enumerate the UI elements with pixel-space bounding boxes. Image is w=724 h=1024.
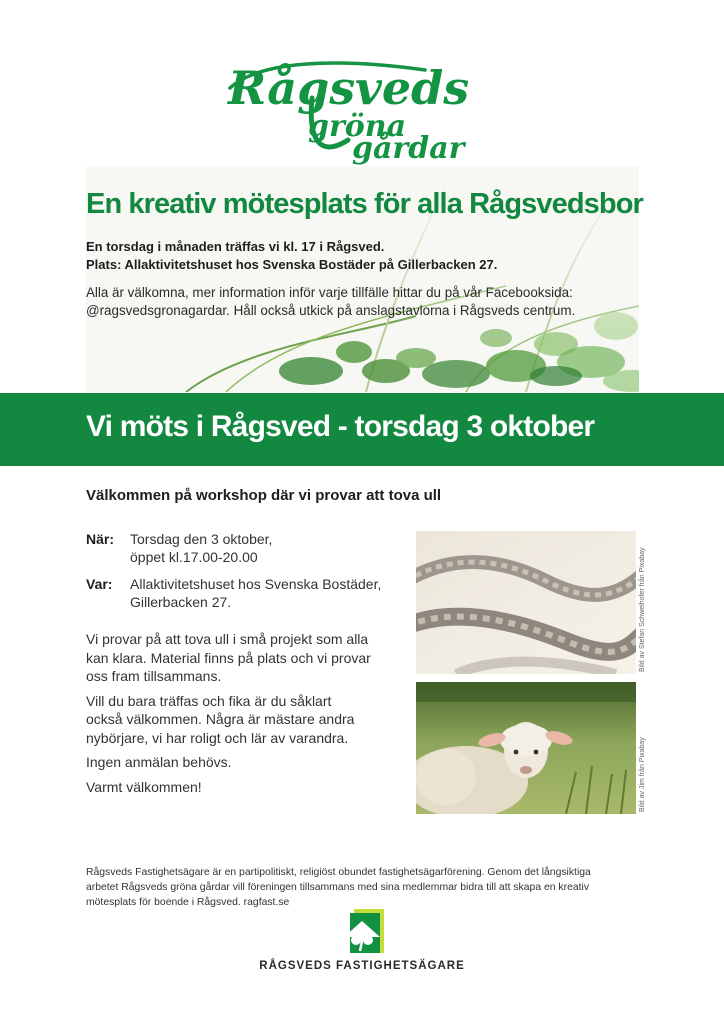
sheep-photo-credit: Bild av Jim från Pixabay	[639, 737, 646, 812]
intro-text-line: Alla är välkomna, mer information inför varje tillfälle hittar du på vår Facebooksida:	[86, 285, 573, 300]
footer-text	[86, 865, 646, 910]
intro-text-line: @ragsvedsgronagardar. Håll också utkick på anslagstavlorna i Rågsveds centrum.	[86, 303, 576, 318]
wool-photo	[416, 531, 636, 674]
paragraph-line: nybörjare, vi har roligt och lär av varandra.	[86, 729, 349, 746]
intro-bold-text	[86, 238, 646, 274]
when-label: När:	[86, 531, 115, 547]
paragraph-line: också välkommen. Några är mästare andra	[86, 711, 355, 727]
paragraph-line: Vi provar på att tova ull i små projekt som alla	[86, 631, 369, 647]
logo-line2: gröna	[308, 109, 407, 144]
footer-line: mötesplats för boende i Rågsved. ragfast.se	[86, 897, 290, 908]
paragraph-line: Ingen anmälan behövs.	[86, 754, 232, 770]
when-line: öppet kl.17.00-20.00	[130, 549, 258, 565]
logo-line1: Rågsveds	[228, 61, 470, 115]
footer-line: Rågsveds Fastighetsägare är en partipolitiskt, religiöst obundet fastighetsägarförening. Genom det långsiktiga	[86, 867, 591, 878]
where-value	[130, 575, 406, 611]
wool-photo-credit: Bild av Stefan Schweihofer från Pixabay	[639, 547, 646, 672]
paragraph-line: kan klara. Material finns på plats och vi provar	[86, 649, 371, 666]
fastighetsagare-logo-icon	[340, 907, 386, 955]
where-line: Gillerbacken 27.	[130, 594, 232, 610]
paragraph-line: Vill du bara träffas och fika är du såklart	[86, 692, 332, 709]
intro-text	[86, 284, 646, 320]
ragsveds-grona-gardar-logo	[220, 40, 480, 165]
footer-line: arbetet Rågsveds gröna gårdar vill föreningen tillsammans med sina medlemmar bidra till att skapa en kreativ	[86, 882, 590, 893]
event-description	[86, 624, 406, 802]
when-block	[86, 530, 406, 566]
paragraph-line: oss fram tillsammans.	[86, 668, 222, 684]
intro-bold-line: Plats: Allaktivitetshuset hos Svenska Bostäder på Gillerbacken 27.	[86, 257, 498, 272]
where-label: Var:	[86, 576, 113, 592]
where-block	[86, 575, 406, 611]
brand-name: RÅGSVEDS FASTIGHETSÄGARE	[259, 960, 465, 972]
when-value	[130, 530, 406, 566]
intro-bold-line: En torsdag i månaden träffas vi kl. 17 i Rågsved.	[86, 239, 385, 254]
workshop-subheading: Välkommen på workshop där vi provar att tova ull	[86, 487, 442, 504]
banner-title: Vi möts i Rågsved - torsdag 3 oktober	[86, 410, 595, 443]
page-headline: En kreativ mötesplats för alla Rågsvedsbor	[86, 188, 643, 220]
event-banner	[0, 393, 724, 466]
where-line: Allaktivitetshuset hos Svenska Bostäder,	[130, 576, 382, 592]
logo-line3: gårdar	[352, 131, 465, 165]
sheep-photo	[416, 682, 636, 814]
when-line: Torsdag den 3 oktober,	[130, 531, 273, 547]
paragraph-line: Varmt välkommen!	[86, 778, 202, 795]
